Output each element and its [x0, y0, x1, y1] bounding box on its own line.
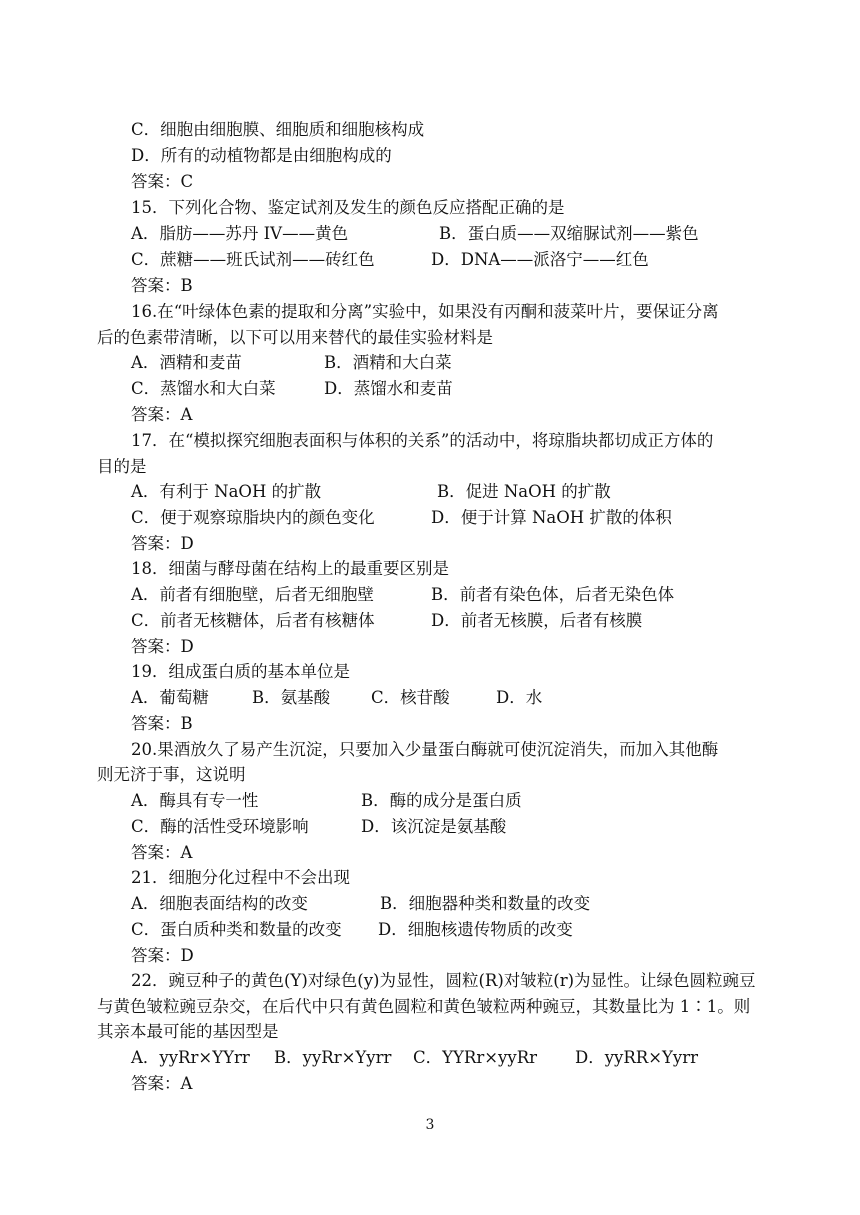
- answer: 答案：B: [131, 276, 193, 295]
- option-d: D．便于计算 NaOH 扩散的体积: [431, 508, 672, 527]
- option-a: A．yyRr×YYrr: [131, 1048, 250, 1067]
- question-stem-cont: 其亲本最可能的基因型是: [97, 1022, 279, 1041]
- question-stem-cont: 目的是: [97, 457, 147, 476]
- option-a: A．酒精和麦苗: [131, 353, 242, 372]
- option-c: C．细胞由细胞膜、细胞质和细胞核构成: [131, 120, 425, 139]
- question-stem-cont: 与黄色皱粒豌豆杂交，在后代中只有黄色圆粒和黄色皱粒两种豌豆，其数量比为 1∶1。则: [97, 997, 751, 1016]
- option-b: B．氨基酸: [252, 688, 331, 707]
- option-a: A．前者有细胞壁，后者无细胞壁: [131, 585, 374, 604]
- question-stem: 16.在“叶绿体色素的提取和分离”实验中，如果没有丙酮和菠菜叶片，要保证分离: [131, 302, 719, 321]
- option-d: D．前者无核膜，后者有核膜: [431, 611, 643, 630]
- question-stem-cont: 则无济于事，这说明: [97, 765, 246, 784]
- option-b: B．酶的成分是蛋白质: [361, 791, 522, 810]
- option-c: C．便于观察琼脂块内的颜色变化: [131, 508, 375, 527]
- option-c: C．酶的活性受环境影响: [131, 817, 309, 836]
- option-c: C．YYRr×yyRr: [413, 1048, 537, 1067]
- option-d: D．水: [496, 688, 543, 707]
- option-a: A．细胞表面结构的改变: [131, 894, 308, 913]
- answer: 答案：A: [131, 1074, 193, 1093]
- option-a: A．葡萄糖: [131, 688, 209, 707]
- question-stem: 22．豌豆种子的黄色(Y)对绿色(y)为显性，圆粒(R)对皱粒(r)为显性。让绿色圆粒豌豆: [131, 971, 756, 990]
- question-stem: 18．细菌与酵母菌在结构上的最重要区别是: [131, 559, 449, 578]
- option-d: D．细胞核遗传物质的改变: [378, 920, 573, 939]
- option-b: B．促进 NaOH 的扩散: [437, 482, 611, 501]
- question-stem: 15．下列化合物、鉴定试剂及发生的颜色反应搭配正确的是: [131, 198, 565, 217]
- question-stem: 20.果酒放久了易产生沉淀，只要加入少量蛋白酶就可使沉淀消失，而加入其他酶: [131, 740, 719, 759]
- option-a: A．有利于 NaOH 的扩散: [131, 482, 322, 501]
- option-c: C．前者无核糖体，后者有核糖体: [131, 611, 375, 630]
- answer: 答案：D: [131, 637, 194, 656]
- answer: 答案：D: [131, 534, 194, 553]
- option-a: A．脂肪——苏丹 IV——黄色: [131, 224, 349, 243]
- answer: 答案：A: [131, 405, 193, 424]
- option-d: D．yyRR×Yyrr: [575, 1048, 699, 1067]
- option-b: B．细胞器种类和数量的改变: [380, 894, 591, 913]
- question-stem-cont: 后的色素带清晰，以下可以用来替代的最佳实验材料是: [97, 328, 493, 347]
- option-c: C．核苷酸: [371, 688, 450, 707]
- answer: 答案：A: [131, 843, 193, 862]
- option-c: C．蛋白质种类和数量的改变: [131, 920, 342, 939]
- option-b: B．蛋白质——双缩脲试剂——紫色: [439, 224, 699, 243]
- answer: 答案：B: [131, 714, 193, 733]
- answer: 答案：D: [131, 946, 194, 965]
- question-stem: 21．细胞分化过程中不会出现: [131, 868, 350, 887]
- option-b: B．前者有染色体，后者无染色体: [431, 585, 675, 604]
- option-d: D．该沉淀是氨基酸: [361, 817, 507, 836]
- option-d: D．DNA——派洛宁——红色: [431, 250, 649, 269]
- option-b: B．酒精和大白菜: [324, 353, 452, 372]
- option-c: C．蔗糖——班氏试剂——砖红色: [131, 250, 375, 269]
- question-stem: 17．在“模拟探究细胞表面积与体积的关系”的活动中，将琼脂块都切成正方体的: [131, 431, 714, 450]
- option-d: D．所有的动植物都是由细胞构成的: [131, 146, 392, 165]
- option-b: B．yyRr×Yyrr: [274, 1048, 392, 1067]
- answer: 答案：C: [131, 172, 194, 191]
- option-c: C．蒸馏水和大白菜: [131, 379, 276, 398]
- question-stem: 19．组成蛋白质的基本单位是: [131, 662, 350, 681]
- option-d: D．蒸馏水和麦苗: [324, 379, 453, 398]
- page-number: 3: [425, 1117, 435, 1133]
- option-a: A．酶具有专一性: [131, 791, 259, 810]
